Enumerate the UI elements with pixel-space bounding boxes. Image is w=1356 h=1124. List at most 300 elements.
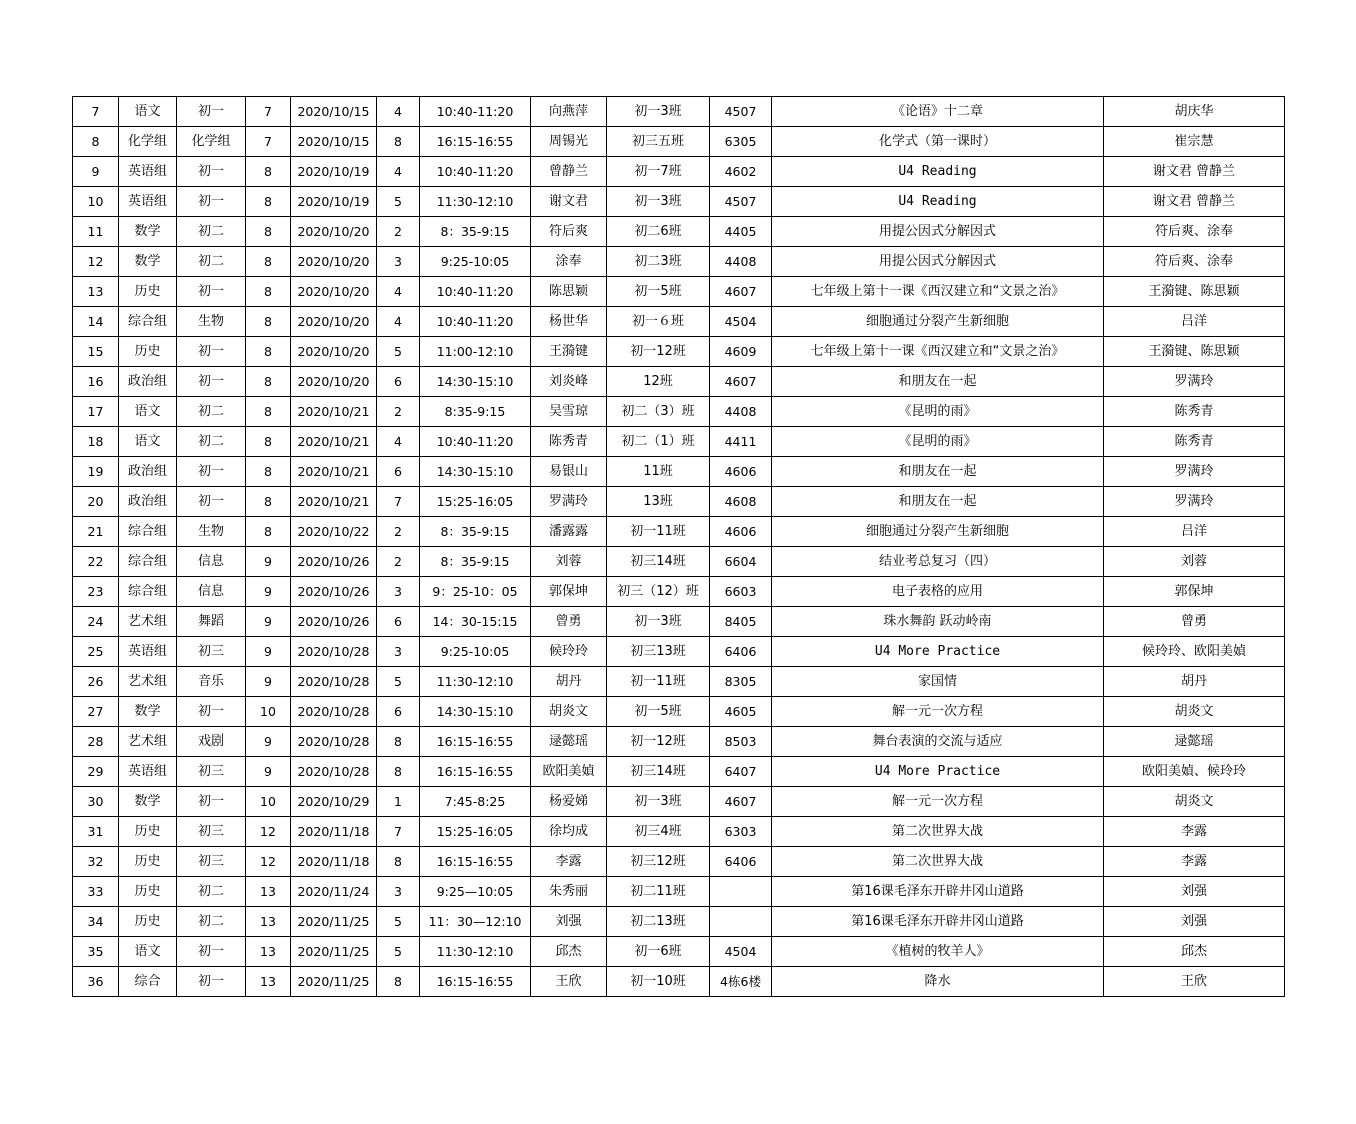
time-cell: 11:00-12:10 [420, 337, 531, 367]
group-cell: 政治组 [119, 487, 177, 517]
grade-cell: 初三 [177, 817, 246, 847]
group-cell: 语文 [119, 97, 177, 127]
seq-cell: 23 [73, 577, 119, 607]
teacher-cell: 陈秀青 [531, 427, 607, 457]
table-row [73, 247, 1285, 277]
teacher-cell: 徐均成 [531, 817, 607, 847]
group-cell: 历史 [119, 847, 177, 877]
topic-cell: 解一元一次方程 [772, 697, 1104, 727]
class-cell: 初二3班 [607, 247, 710, 277]
week-cell: 9 [246, 607, 291, 637]
time-cell: 7:45-8:25 [420, 787, 531, 817]
teacher-cell: 罗满玲 [531, 487, 607, 517]
group-cell: 政治组 [119, 367, 177, 397]
teacher-cell: 邱杰 [531, 937, 607, 967]
week-cell: 8 [246, 337, 291, 367]
grade-cell: 初一 [177, 97, 246, 127]
time-cell: 10:40-11:20 [420, 307, 531, 337]
grade-cell: 初二 [177, 217, 246, 247]
time-cell: 14：30-15:15 [420, 607, 531, 637]
grade-cell: 初一 [177, 697, 246, 727]
room-cell [710, 877, 772, 907]
period-cell: 6 [377, 367, 420, 397]
room-cell: 4609 [710, 337, 772, 367]
class-cell: 初一12班 [607, 727, 710, 757]
class-cell: 11班 [607, 457, 710, 487]
date-cell: 2020/10/19 [291, 187, 377, 217]
teacher-cell: 杨世华 [531, 307, 607, 337]
grade-cell: 初一 [177, 457, 246, 487]
period-cell: 8 [377, 727, 420, 757]
class-cell: 初一3班 [607, 607, 710, 637]
grade-cell: 初二 [177, 397, 246, 427]
period-cell: 6 [377, 607, 420, 637]
teacher-cell: 王欣 [531, 967, 607, 997]
topic-cell: 《昆明的雨》 [772, 427, 1104, 457]
schedule-table [72, 96, 1285, 997]
table-row [73, 877, 1285, 907]
grade-cell: 信息 [177, 547, 246, 577]
class-cell: 初二13班 [607, 907, 710, 937]
group-cell: 历史 [119, 817, 177, 847]
class-cell: 初二6班 [607, 217, 710, 247]
period-cell: 5 [377, 907, 420, 937]
date-cell: 2020/10/26 [291, 607, 377, 637]
topic-cell: 第二次世界大战 [772, 817, 1104, 847]
week-cell: 9 [246, 757, 291, 787]
teacher-cell: 逯懿瑶 [531, 727, 607, 757]
period-cell: 7 [377, 817, 420, 847]
room-cell: 4605 [710, 697, 772, 727]
week-cell: 9 [246, 667, 291, 697]
room-cell: 4507 [710, 97, 772, 127]
time-cell: 11:30-12:10 [420, 187, 531, 217]
reviewer-cell: 胡炎文 [1104, 787, 1285, 817]
date-cell: 2020/10/20 [291, 307, 377, 337]
date-cell: 2020/10/20 [291, 247, 377, 277]
group-cell: 综合组 [119, 307, 177, 337]
date-cell: 2020/10/20 [291, 277, 377, 307]
seq-cell: 22 [73, 547, 119, 577]
date-cell: 2020/10/28 [291, 667, 377, 697]
seq-cell: 13 [73, 277, 119, 307]
reviewer-cell: 王漪键、陈思颖 [1104, 277, 1285, 307]
reviewer-cell: 郭保坤 [1104, 577, 1285, 607]
grade-cell: 初一 [177, 937, 246, 967]
room-cell: 6406 [710, 847, 772, 877]
group-cell: 语文 [119, 937, 177, 967]
grade-cell: 初一 [177, 967, 246, 997]
reviewer-cell: 胡丹 [1104, 667, 1285, 697]
room-cell: 4607 [710, 277, 772, 307]
date-cell: 2020/10/20 [291, 217, 377, 247]
date-cell: 2020/10/15 [291, 127, 377, 157]
time-cell: 14:30-15:10 [420, 697, 531, 727]
group-cell: 艺术组 [119, 667, 177, 697]
seq-cell: 34 [73, 907, 119, 937]
reviewer-cell: 候玲玲、欧阳美媜 [1104, 637, 1285, 667]
group-cell: 英语组 [119, 757, 177, 787]
teacher-cell: 朱秀丽 [531, 877, 607, 907]
room-cell: 4607 [710, 367, 772, 397]
table-row [73, 757, 1285, 787]
topic-cell: 七年级上第十一课《西汉建立和“文景之治》 [772, 337, 1104, 367]
table-row [73, 787, 1285, 817]
topic-cell: 第16课毛泽东开辟井冈山道路 [772, 877, 1104, 907]
grade-cell: 初一 [177, 367, 246, 397]
time-cell: 10:40-11:20 [420, 157, 531, 187]
date-cell: 2020/11/25 [291, 967, 377, 997]
reviewer-cell: 刘强 [1104, 907, 1285, 937]
reviewer-cell: 王漪键、陈思颖 [1104, 337, 1285, 367]
topic-cell: 用提公因式分解因式 [772, 217, 1104, 247]
topic-cell: 《论语》十二章 [772, 97, 1104, 127]
week-cell: 12 [246, 847, 291, 877]
week-cell: 12 [246, 817, 291, 847]
table-row [73, 727, 1285, 757]
grade-cell: 戏剧 [177, 727, 246, 757]
topic-cell: 珠水舞韵 跃动岭南 [772, 607, 1104, 637]
group-cell: 历史 [119, 877, 177, 907]
grade-cell: 初三 [177, 757, 246, 787]
grade-cell: 初三 [177, 847, 246, 877]
group-cell: 英语组 [119, 157, 177, 187]
reviewer-cell: 符后爽、涂奉 [1104, 247, 1285, 277]
seq-cell: 15 [73, 337, 119, 367]
time-cell: 11：30—12:10 [420, 907, 531, 937]
date-cell: 2020/10/21 [291, 457, 377, 487]
class-cell: 初一3班 [607, 187, 710, 217]
seq-cell: 16 [73, 367, 119, 397]
teacher-cell: 吴雪琼 [531, 397, 607, 427]
topic-cell: 化学式（第一课时） [772, 127, 1104, 157]
table-row [73, 427, 1285, 457]
week-cell: 8 [246, 217, 291, 247]
time-cell: 15:25-16:05 [420, 817, 531, 847]
table-row [73, 277, 1285, 307]
table-row [73, 217, 1285, 247]
week-cell: 8 [246, 457, 291, 487]
week-cell: 8 [246, 397, 291, 427]
seq-cell: 26 [73, 667, 119, 697]
seq-cell: 10 [73, 187, 119, 217]
grade-cell: 生物 [177, 517, 246, 547]
seq-cell: 33 [73, 877, 119, 907]
class-cell: 初一11班 [607, 667, 710, 697]
date-cell: 2020/10/28 [291, 727, 377, 757]
grade-cell: 信息 [177, 577, 246, 607]
group-cell: 历史 [119, 277, 177, 307]
reviewer-cell: 欧阳美媜、候玲玲 [1104, 757, 1285, 787]
week-cell: 13 [246, 907, 291, 937]
reviewer-cell: 刘蓉 [1104, 547, 1285, 577]
group-cell: 综合组 [119, 517, 177, 547]
group-cell: 艺术组 [119, 727, 177, 757]
time-cell: 16:15-16:55 [420, 967, 531, 997]
time-cell: 14:30-15:10 [420, 457, 531, 487]
reviewer-cell: 邱杰 [1104, 937, 1285, 967]
seq-cell: 12 [73, 247, 119, 277]
week-cell: 8 [246, 307, 291, 337]
class-cell: 初一11班 [607, 517, 710, 547]
period-cell: 8 [377, 127, 420, 157]
date-cell: 2020/11/18 [291, 817, 377, 847]
seq-cell: 25 [73, 637, 119, 667]
time-cell: 16:15-16:55 [420, 847, 531, 877]
group-cell: 综合 [119, 967, 177, 997]
reviewer-cell: 陈秀青 [1104, 397, 1285, 427]
teacher-cell: 李露 [531, 847, 607, 877]
teacher-cell: 潘露露 [531, 517, 607, 547]
week-cell: 9 [246, 547, 291, 577]
reviewer-cell: 符后爽、涂奉 [1104, 217, 1285, 247]
table-row [73, 157, 1285, 187]
teacher-cell: 涂奉 [531, 247, 607, 277]
teacher-cell: 胡炎文 [531, 697, 607, 727]
grade-cell: 初一 [177, 337, 246, 367]
teacher-cell: 曾勇 [531, 607, 607, 637]
period-cell: 6 [377, 697, 420, 727]
room-cell: 6303 [710, 817, 772, 847]
seq-cell: 27 [73, 697, 119, 727]
teacher-cell: 王漪键 [531, 337, 607, 367]
week-cell: 8 [246, 247, 291, 277]
table-row [73, 367, 1285, 397]
class-cell: 初一3班 [607, 787, 710, 817]
reviewer-cell: 曾勇 [1104, 607, 1285, 637]
date-cell: 2020/11/25 [291, 907, 377, 937]
time-cell: 16:15-16:55 [420, 727, 531, 757]
time-cell: 10:40-11:20 [420, 277, 531, 307]
period-cell: 5 [377, 337, 420, 367]
period-cell: 2 [377, 397, 420, 427]
time-cell: 11:30-12:10 [420, 667, 531, 697]
class-cell: 初三4班 [607, 817, 710, 847]
grade-cell: 初一 [177, 277, 246, 307]
reviewer-cell: 崔宗慧 [1104, 127, 1285, 157]
room-cell: 4607 [710, 787, 772, 817]
topic-cell: 细胞通过分裂产生新细胞 [772, 307, 1104, 337]
week-cell: 8 [246, 367, 291, 397]
room-cell: 4411 [710, 427, 772, 457]
teacher-cell: 刘炎峰 [531, 367, 607, 397]
group-cell: 化学组 [119, 127, 177, 157]
table-row [73, 637, 1285, 667]
topic-cell: 结业考总复习（四） [772, 547, 1104, 577]
seq-cell: 31 [73, 817, 119, 847]
week-cell: 10 [246, 787, 291, 817]
class-cell: 初三14班 [607, 757, 710, 787]
period-cell: 8 [377, 847, 420, 877]
period-cell: 3 [377, 577, 420, 607]
week-cell: 8 [246, 427, 291, 457]
topic-cell: 《昆明的雨》 [772, 397, 1104, 427]
class-cell: 初三14班 [607, 547, 710, 577]
topic-cell: 舞台表演的交流与适应 [772, 727, 1104, 757]
period-cell: 4 [377, 277, 420, 307]
room-cell: 8305 [710, 667, 772, 697]
table-row [73, 817, 1285, 847]
topic-cell: U4 Reading [772, 157, 1104, 187]
period-cell: 4 [377, 97, 420, 127]
group-cell: 英语组 [119, 187, 177, 217]
grade-cell: 初三 [177, 637, 246, 667]
table-row [73, 667, 1285, 697]
room-cell: 4608 [710, 487, 772, 517]
time-cell: 9:25-10:05 [420, 637, 531, 667]
class-cell: 初一7班 [607, 157, 710, 187]
seq-cell: 35 [73, 937, 119, 967]
week-cell: 8 [246, 277, 291, 307]
date-cell: 2020/10/26 [291, 547, 377, 577]
table-row [73, 607, 1285, 637]
room-cell: 4408 [710, 397, 772, 427]
week-cell: 8 [246, 157, 291, 187]
seq-cell: 29 [73, 757, 119, 787]
table-row [73, 187, 1285, 217]
table-row [73, 487, 1285, 517]
seq-cell: 7 [73, 97, 119, 127]
period-cell: 7 [377, 487, 420, 517]
time-cell: 10:40-11:20 [420, 427, 531, 457]
topic-cell: 用提公因式分解因式 [772, 247, 1104, 277]
reviewer-cell: 谢文君 曾静兰 [1104, 187, 1285, 217]
reviewer-cell: 胡庆华 [1104, 97, 1285, 127]
time-cell: 15:25-16:05 [420, 487, 531, 517]
period-cell: 2 [377, 547, 420, 577]
group-cell: 英语组 [119, 637, 177, 667]
room-cell: 6604 [710, 547, 772, 577]
reviewer-cell: 李露 [1104, 817, 1285, 847]
seq-cell: 17 [73, 397, 119, 427]
reviewer-cell: 罗满玲 [1104, 367, 1285, 397]
class-cell: 13班 [607, 487, 710, 517]
date-cell: 2020/10/26 [291, 577, 377, 607]
date-cell: 2020/10/22 [291, 517, 377, 547]
reviewer-cell: 罗满玲 [1104, 487, 1285, 517]
time-cell: 8:35-9:15 [420, 397, 531, 427]
time-cell: 8：35-9:15 [420, 547, 531, 577]
grade-cell: 初一 [177, 187, 246, 217]
room-cell: 4606 [710, 517, 772, 547]
time-cell: 9：25-10：05 [420, 577, 531, 607]
grade-cell: 初一 [177, 487, 246, 517]
teacher-cell: 胡丹 [531, 667, 607, 697]
time-cell: 9:25-10:05 [420, 247, 531, 277]
period-cell: 4 [377, 157, 420, 187]
teacher-cell: 曾静兰 [531, 157, 607, 187]
date-cell: 2020/10/28 [291, 757, 377, 787]
reviewer-cell: 陈秀青 [1104, 427, 1285, 457]
date-cell: 2020/10/15 [291, 97, 377, 127]
time-cell: 8：35-9:15 [420, 517, 531, 547]
topic-cell: 《植树的牧羊人》 [772, 937, 1104, 967]
date-cell: 2020/10/19 [291, 157, 377, 187]
table-row [73, 937, 1285, 967]
seq-cell: 21 [73, 517, 119, 547]
room-cell: 8503 [710, 727, 772, 757]
grade-cell: 初二 [177, 247, 246, 277]
group-cell: 历史 [119, 337, 177, 367]
period-cell: 3 [377, 877, 420, 907]
teacher-cell: 候玲玲 [531, 637, 607, 667]
room-cell: 6603 [710, 577, 772, 607]
topic-cell: 解一元一次方程 [772, 787, 1104, 817]
week-cell: 9 [246, 577, 291, 607]
seq-cell: 28 [73, 727, 119, 757]
teacher-cell: 符后爽 [531, 217, 607, 247]
class-cell: 初三12班 [607, 847, 710, 877]
class-cell: 初二11班 [607, 877, 710, 907]
period-cell: 2 [377, 517, 420, 547]
topic-cell: 和朋友在一起 [772, 487, 1104, 517]
group-cell: 综合组 [119, 547, 177, 577]
grade-cell: 初二 [177, 877, 246, 907]
week-cell: 13 [246, 967, 291, 997]
date-cell: 2020/10/29 [291, 787, 377, 817]
seq-cell: 30 [73, 787, 119, 817]
seq-cell: 11 [73, 217, 119, 247]
class-cell: 初一６班 [607, 307, 710, 337]
week-cell: 10 [246, 697, 291, 727]
table-row [73, 97, 1285, 127]
time-cell: 16:15-16:55 [420, 757, 531, 787]
group-cell: 历史 [119, 907, 177, 937]
grade-cell: 初二 [177, 907, 246, 937]
group-cell: 艺术组 [119, 607, 177, 637]
period-cell: 5 [377, 667, 420, 697]
room-cell: 4602 [710, 157, 772, 187]
grade-cell: 化学组 [177, 127, 246, 157]
room-cell: 6406 [710, 637, 772, 667]
group-cell: 数学 [119, 217, 177, 247]
class-cell: 初三五班 [607, 127, 710, 157]
class-cell: 初二（3）班 [607, 397, 710, 427]
class-cell: 初一5班 [607, 277, 710, 307]
room-cell: 4405 [710, 217, 772, 247]
date-cell: 2020/10/20 [291, 367, 377, 397]
time-cell: 11:30-12:10 [420, 937, 531, 967]
group-cell: 语文 [119, 427, 177, 457]
table-row [73, 547, 1285, 577]
seq-cell: 19 [73, 457, 119, 487]
room-cell: 8405 [710, 607, 772, 637]
class-cell: 初三13班 [607, 637, 710, 667]
group-cell: 语文 [119, 397, 177, 427]
week-cell: 7 [246, 97, 291, 127]
seq-cell: 9 [73, 157, 119, 187]
group-cell: 数学 [119, 247, 177, 277]
reviewer-cell: 逯懿瑶 [1104, 727, 1285, 757]
teacher-cell: 易银山 [531, 457, 607, 487]
room-cell [710, 907, 772, 937]
teacher-cell: 郭保坤 [531, 577, 607, 607]
topic-cell: 家国情 [772, 667, 1104, 697]
grade-cell: 生物 [177, 307, 246, 337]
table-row [73, 457, 1285, 487]
seq-cell: 36 [73, 967, 119, 997]
table-row [73, 307, 1285, 337]
week-cell: 13 [246, 877, 291, 907]
teacher-cell: 欧阳美媜 [531, 757, 607, 787]
class-cell: 初一10班 [607, 967, 710, 997]
period-cell: 5 [377, 937, 420, 967]
schedule-table-body [73, 97, 1285, 997]
topic-cell: 七年级上第十一课《西汉建立和“文景之治》 [772, 277, 1104, 307]
topic-cell: 第16课毛泽东开辟井冈山道路 [772, 907, 1104, 937]
grade-cell: 初一 [177, 157, 246, 187]
week-cell: 13 [246, 937, 291, 967]
